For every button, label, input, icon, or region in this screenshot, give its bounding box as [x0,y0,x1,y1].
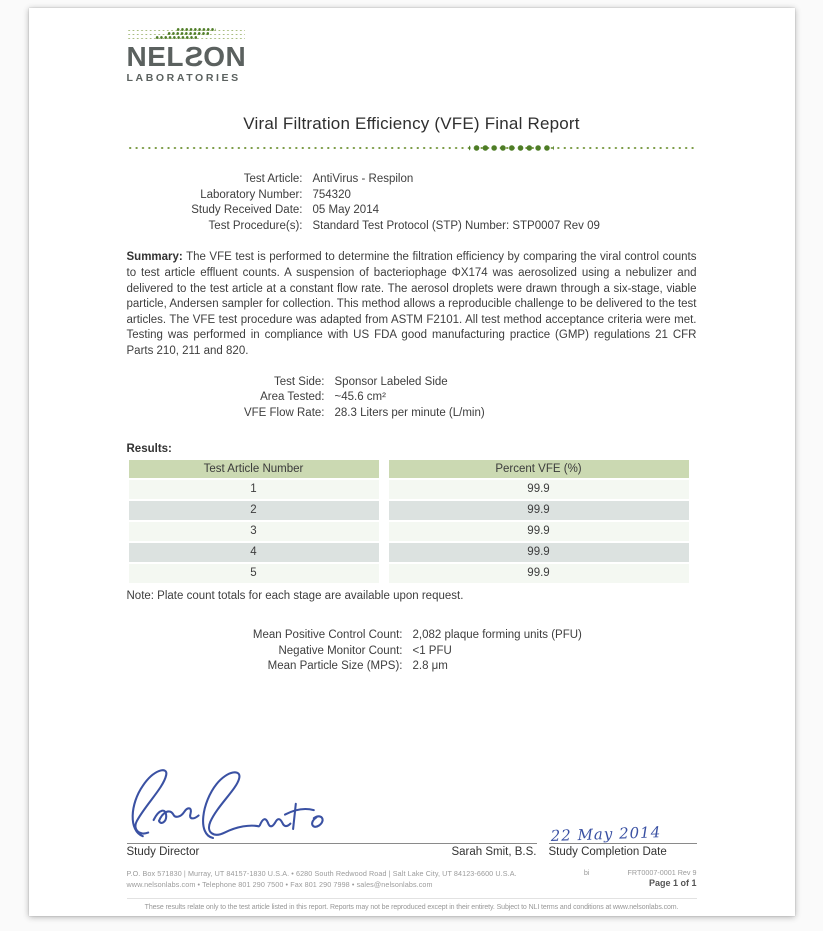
nelson-labs-logo [127,28,255,84]
param-value: ~45.6 cm² [334,391,386,404]
summary-label: Summary: [126,251,183,264]
param-label: Test Side: [274,375,325,388]
param-label: VFE Flow Rate: [243,406,325,419]
info-value: AntiVirus - Respilon [312,173,414,186]
table-cell: 5 [129,564,379,583]
logo-wordmark: NELSON [126,41,247,72]
footer-address-line1: P.O. Box 571830 | Murray, UT 84157-1830 U.S.A. • 6280 South Redwood Road | Salt Lake City, UT 84123-6600 U.S.A. [126,868,517,878]
table-cell: 99.9 [389,543,689,562]
logo-subtitle: LABORATORIES [126,72,241,85]
footer [127,868,697,890]
table-cell: 1 [129,480,379,499]
param-value: Sponsor Labeled Side [334,375,448,388]
info-value: 05 May 2014 [312,204,379,217]
table-cell: 4 [129,543,379,562]
dotted-divider [127,144,697,152]
handwritten-date: 22 May 2014 [549,822,662,845]
document-number: FRT0007-0001 Rev 9 [627,867,697,877]
footer-disclaimer: These results relate only to the test article listed in this report. Reports may not be reproduced except in their entirety. Subject to NLI terms and conditions at www.nelsonlabs.com. [127,898,697,911]
summary-text: The VFE test is performed to determine the filtration efficiency by comparing the viral control counts to test article effluent counts. A suspension of bacteriophage ΦX174 was aerosolized using a nebulizer and delivered to the test article at a constant flow rate. The aerosol droplets were drawn through a six-stage, viable particle, Andersen sampler for collection. This method allows a reproducible challenge to be delivered to the test articles. The VFE test procedure was adapted from ASTM F2101. All test method acceptance criteria were met. Testing was performed in compliance with US FDA good manufacturing practice (GMP) regulations 21 CFR Parts 210, 211 and 820. [126,251,697,357]
table-cell: 99.9 [389,480,689,499]
info-value: 754320 [312,188,351,201]
control-label: Mean Particle Size (MPS): [267,660,403,673]
table-cell: 3 [129,522,379,541]
param-value: 28.3 Liters per minute (L/min) [334,406,485,419]
study-director-name: Sarah Smit, B.S. [451,845,537,858]
study-director-label: Study Director [126,845,200,858]
column-header: Test Article Number [129,460,379,478]
control-value: 2,082 plaque forming units (PFU) [412,629,582,642]
report-title: Viral Filtration Efficiency (VFE) Final Report [243,114,580,134]
control-counts [127,628,697,675]
footer-address-line2: www.nelsonlabs.com • Telephone 801 290 7500 • Fax 801 290 7998 • sales@nelsonlabs.com [126,879,433,889]
table-cell: 99.9 [389,564,689,583]
study-director-signature-block [127,843,537,858]
completion-date-label: Study Completion Date [548,845,667,858]
document-page [29,8,795,916]
page-number: Page 1 of 1 [648,877,697,888]
test-article-info [127,172,697,234]
control-value: <1 PFU [412,644,452,657]
table-cell: 99.9 [389,522,689,541]
table-cell: 99.9 [389,501,689,520]
info-label: Laboratory Number: [200,188,303,201]
signature-section [126,822,697,858]
column-header: Percent VFE (%) [389,460,689,478]
table-cell: 2 [129,501,379,520]
control-label: Negative Monitor Count: [278,644,403,657]
results-table [129,460,697,583]
test-parameters [127,375,697,422]
param-label: Area Tested: [260,391,325,404]
summary-paragraph [127,250,697,359]
info-label: Study Received Date: [191,204,303,217]
control-value: 2.8 μm [412,660,448,673]
logo-dot-pattern [127,28,255,39]
results-heading: Results: [126,443,172,456]
reviewer-initials: bi [583,867,590,877]
info-value: Standard Test Protocol (STP) Number: STP0007 Rev 09 [312,219,600,232]
info-label: Test Procedure(s): [208,219,303,232]
results-note: Note: Plate count totals for each stage are available upon request. [126,590,464,603]
completion-date-block [548,822,697,858]
handwritten-signature [123,756,393,848]
control-label: Mean Positive Control Count: [252,629,403,642]
info-label: Test Article: [243,173,303,186]
